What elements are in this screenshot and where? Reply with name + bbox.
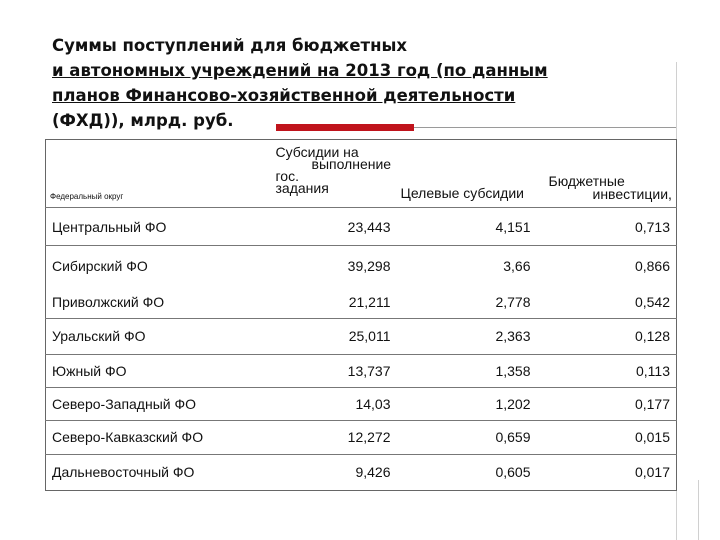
cell-invest: 0,017 [537, 454, 677, 490]
cell-region: Дальневосточный ФО [46, 454, 272, 490]
header-target: Целевые субсидии [400, 185, 524, 201]
title-divider [414, 127, 676, 128]
cell-subsidy: 9,426 [272, 454, 397, 490]
header-subsidy [272, 140, 397, 208]
table-row [46, 420, 677, 454]
table-row [46, 245, 677, 286]
table-row [46, 387, 677, 420]
cell-invest: 0,542 [634, 293, 670, 310]
funding-table [45, 139, 677, 491]
title-line-4: (ФХД)), млрд. руб. [52, 111, 234, 130]
accent-bar [276, 124, 414, 131]
header-invest-line-2: инвестиции, [592, 186, 672, 202]
cell-region: Южный ФО [46, 354, 272, 387]
cell-region: Северо-Кавказский ФО [46, 420, 272, 454]
table-header-row [46, 140, 677, 208]
table-row [46, 286, 677, 318]
cell-subsidy: 23,443 [347, 219, 391, 236]
cell-subsidy: 21,211 [348, 293, 391, 310]
cell-region: Сибирский ФО [46, 245, 272, 286]
title-line-3: планов Финансово-хозяйственной деятельности [52, 86, 516, 105]
cell-region: Центральный ФО [52, 219, 167, 236]
cell-invest: 0,713 [634, 219, 670, 236]
header-invest [537, 140, 677, 208]
header-subsidy-line-2: выполнение [311, 156, 392, 172]
table-row [46, 454, 677, 490]
title-line-1: Суммы поступлений для бюджетных [52, 36, 408, 55]
cell-target: 0,659 [397, 420, 537, 454]
cell-target: 2,778 [495, 293, 531, 310]
cell-region: Приволжский ФО [52, 293, 165, 310]
slide-title [52, 33, 672, 133]
table-row [46, 210, 677, 245]
header-subsidy-line-4: задания [275, 180, 329, 196]
cell-region: Северо-Западный ФО [46, 387, 272, 420]
cell-subsidy: 13,737 [272, 354, 397, 387]
cell-invest: 0,128 [537, 318, 677, 354]
cell-region: Уральский ФО [46, 318, 272, 354]
cell-target: 1,202 [397, 387, 537, 420]
cell-target: 0,605 [397, 454, 537, 490]
header-invest-line-1: Бюджетные [548, 173, 625, 189]
cell-target: 2,363 [397, 318, 537, 354]
cell-invest: 0,113 [537, 354, 677, 387]
title-line-2: и автономных учреждений на 2013 год (по данным [52, 61, 548, 80]
table-row [46, 318, 677, 354]
right-guide-line-2 [698, 480, 699, 540]
cell-invest: 0,015 [537, 420, 677, 454]
header-subsidy-line-3: гос. [275, 168, 299, 184]
cell-subsidy: 12,272 [272, 420, 397, 454]
header-region: Федеральный округ [50, 192, 124, 201]
cell-subsidy: 14,03 [272, 387, 397, 420]
cell-target: 4,151 [495, 219, 531, 236]
cell-subsidy: 25,011 [272, 318, 397, 354]
cell-invest: 0,866 [537, 245, 677, 286]
cell-target: 1,358 [397, 354, 537, 387]
cell-invest: 0,177 [537, 387, 677, 420]
cell-subsidy: 39,298 [272, 245, 397, 286]
table-row [46, 354, 677, 387]
cell-target: 3,66 [397, 245, 537, 286]
header-subsidy-line-1: Субсидии на [275, 144, 359, 160]
